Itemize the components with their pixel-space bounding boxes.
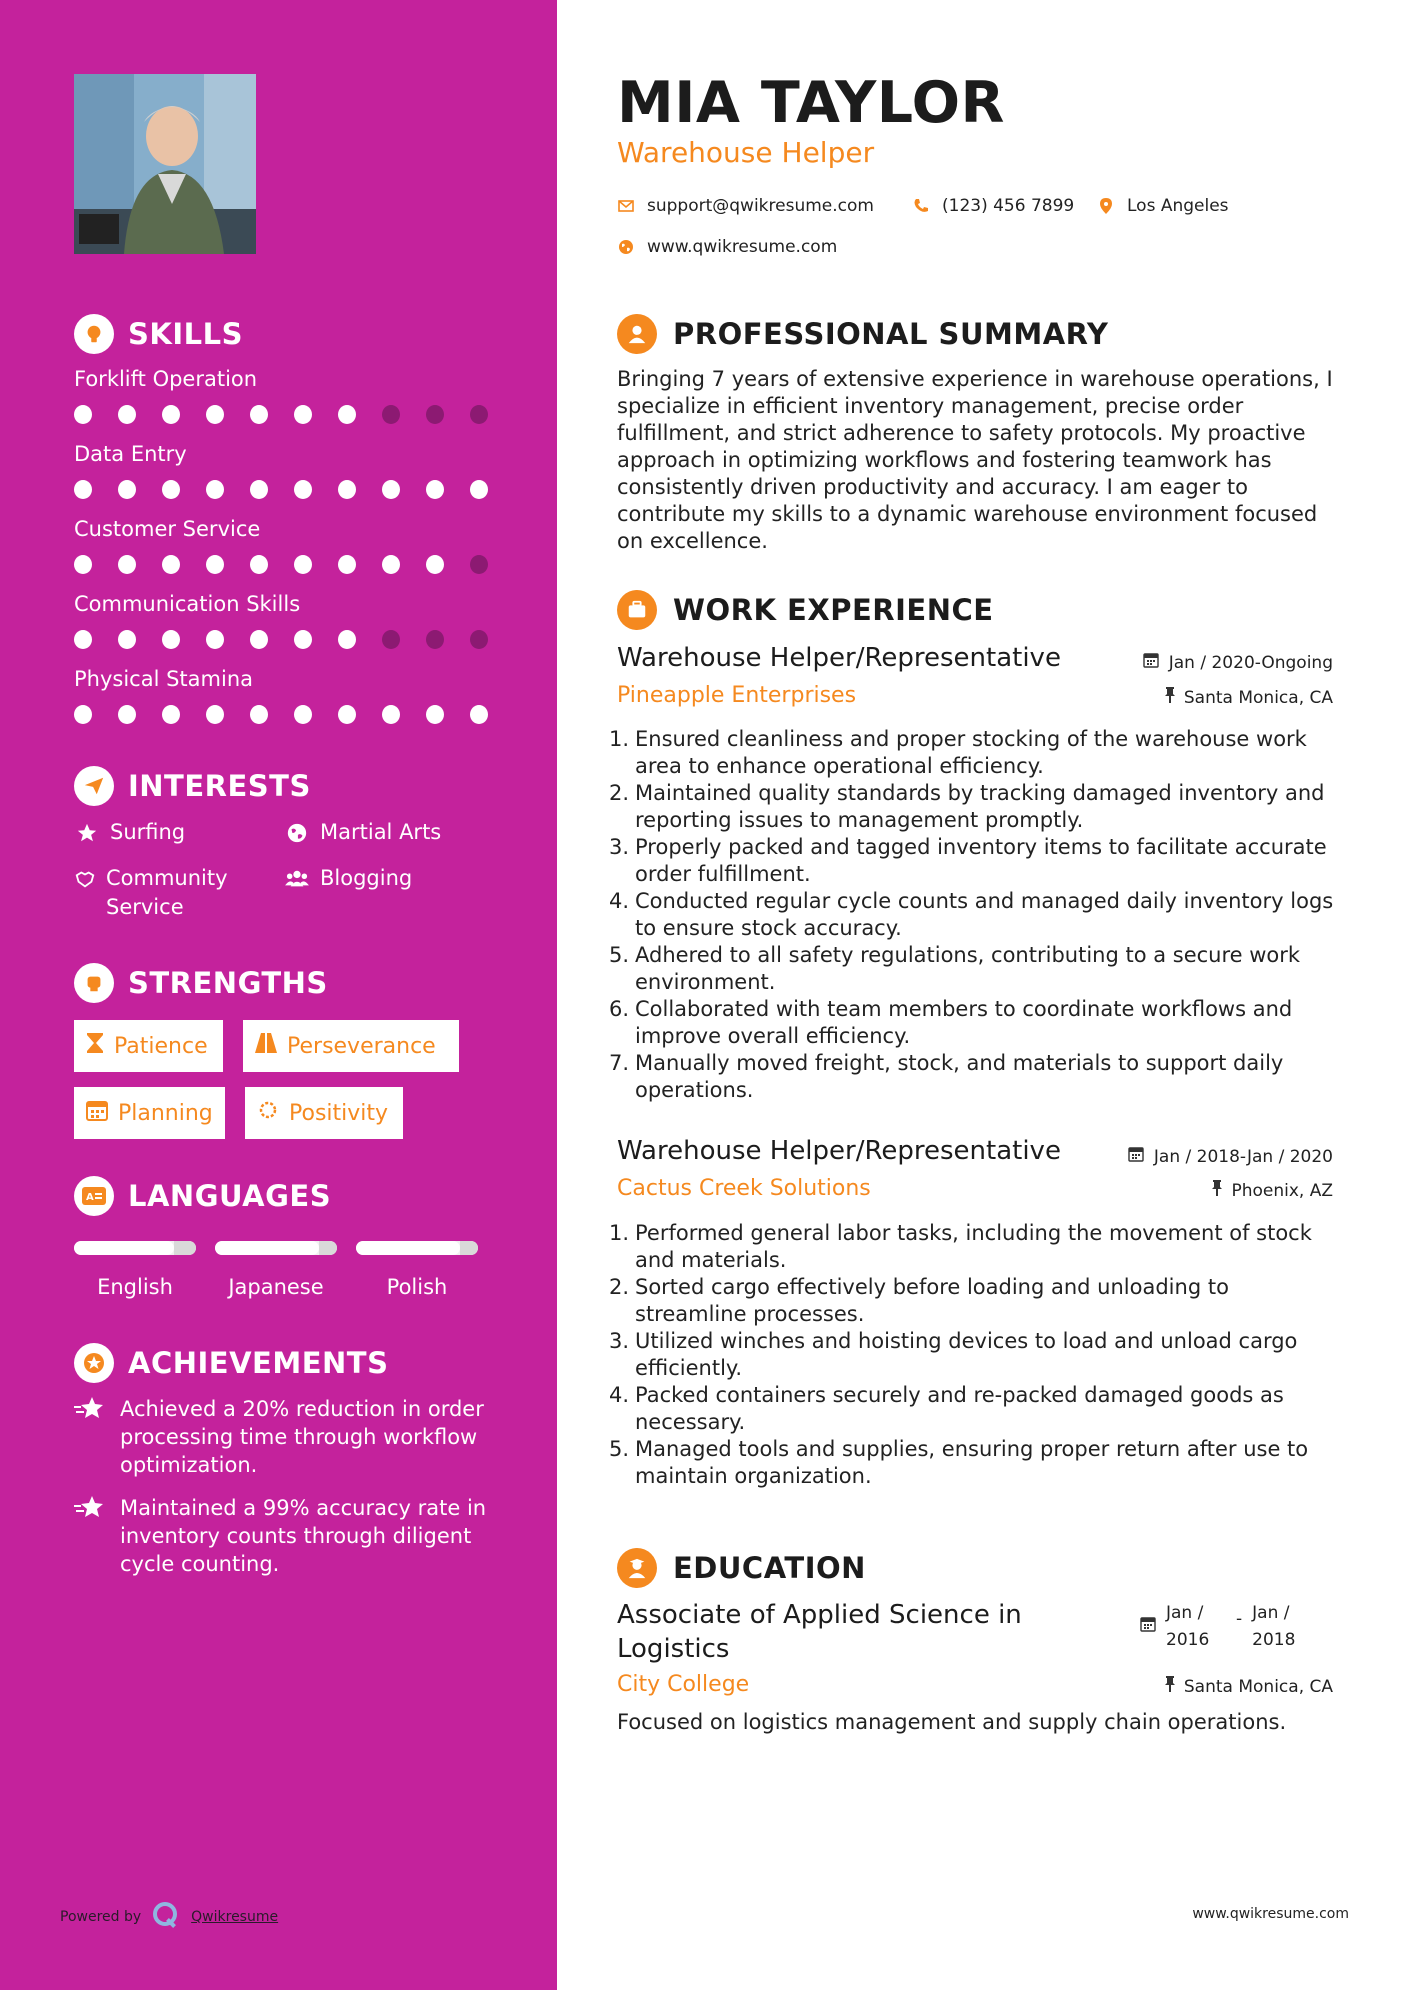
skill-rating bbox=[74, 405, 514, 424]
job-bullet bbox=[609, 942, 1347, 996]
phone-icon bbox=[912, 197, 930, 215]
powered-by bbox=[60, 1900, 278, 1934]
skill-dot bbox=[206, 630, 224, 649]
skill-dot bbox=[426, 555, 444, 574]
pushpin-icon bbox=[1164, 687, 1176, 708]
skill-item bbox=[74, 517, 514, 574]
skill-dot bbox=[162, 480, 180, 499]
experience-title: WORK EXPERIENCE bbox=[673, 593, 994, 627]
email-text: support@qwikresume.com bbox=[647, 196, 874, 216]
degree-line-1: Associate of Applied Science in bbox=[617, 1600, 1022, 1630]
skill-dot bbox=[74, 480, 92, 499]
strength-label: Planning bbox=[118, 1100, 213, 1126]
strength-chip bbox=[243, 1020, 459, 1072]
users-icon bbox=[284, 864, 310, 893]
language-level-bar bbox=[74, 1241, 196, 1255]
bullet-number: 4. bbox=[609, 1383, 630, 1407]
date-end-year: 2018 bbox=[1252, 1630, 1296, 1650]
job-date-text: Jan / 2018-Jan / 2020 bbox=[1153, 1146, 1333, 1167]
star-icon bbox=[74, 818, 100, 847]
qwikresume-link[interactable]: Qwikresume bbox=[191, 1909, 279, 1925]
strength-chip bbox=[74, 1020, 223, 1072]
interest-item bbox=[74, 864, 274, 922]
skill-dot bbox=[382, 555, 400, 574]
bullet-number: 5. bbox=[609, 943, 630, 967]
job-bullet bbox=[609, 1328, 1347, 1382]
bullet-number: 2. bbox=[609, 1275, 630, 1299]
bullet-text: Maintained quality standards by tracking damaged inventory and reporting issues to management promptly. bbox=[635, 781, 1325, 832]
globe-icon bbox=[617, 238, 635, 256]
skill-dot bbox=[250, 555, 268, 574]
skill-dot bbox=[74, 555, 92, 574]
strengths-title: STRENGTHS bbox=[128, 966, 328, 1000]
skill-dot bbox=[338, 555, 356, 574]
contact-phone bbox=[912, 196, 1074, 216]
skill-dot bbox=[118, 555, 136, 574]
calendar-icon bbox=[86, 1099, 108, 1127]
skill-name: Physical Stamina bbox=[74, 667, 254, 691]
date-end-month: Jan / bbox=[1252, 1603, 1290, 1623]
sun-icon bbox=[257, 1099, 279, 1127]
website-text[interactable]: www.qwikresume.com bbox=[647, 237, 838, 257]
shooting-star-icon bbox=[74, 1395, 106, 1427]
job-title: Warehouse Helper/Representative bbox=[617, 1136, 1061, 1166]
date-separator: - bbox=[1236, 1609, 1243, 1629]
phone-text: (123) 456 7899 bbox=[942, 196, 1075, 216]
job-bullets bbox=[609, 726, 1347, 1104]
language-level-rest bbox=[319, 1241, 337, 1255]
skill-rating bbox=[74, 630, 514, 649]
school-location bbox=[1164, 1676, 1333, 1697]
job-location bbox=[1211, 1180, 1333, 1201]
briefcase-icon bbox=[617, 590, 657, 630]
skill-dot bbox=[294, 705, 312, 724]
qwikresume-logo-icon bbox=[151, 1900, 181, 1934]
user-icon bbox=[617, 314, 657, 354]
skill-dot bbox=[382, 630, 400, 649]
interests-title: INTERESTS bbox=[128, 769, 311, 803]
bullet-number: 3. bbox=[609, 1329, 630, 1353]
globe-icon bbox=[284, 818, 310, 847]
achievement-item bbox=[74, 1395, 514, 1479]
skill-dot bbox=[426, 405, 444, 424]
interest-item bbox=[284, 818, 441, 847]
skill-dot bbox=[382, 480, 400, 499]
summary-title: PROFESSIONAL SUMMARY bbox=[673, 317, 1109, 351]
strengths-header bbox=[74, 963, 328, 1003]
location-text: Los Angeles bbox=[1127, 196, 1229, 216]
skill-dot bbox=[426, 480, 444, 499]
skill-dot bbox=[118, 480, 136, 499]
job-bullet bbox=[609, 834, 1347, 888]
skill-dot bbox=[338, 630, 356, 649]
strength-chip bbox=[245, 1087, 403, 1139]
bullet-number: 7. bbox=[609, 1051, 630, 1075]
skill-dot bbox=[294, 480, 312, 499]
job-date-text: Jan / 2020-Ongoing bbox=[1168, 652, 1333, 673]
job-bullet bbox=[609, 780, 1347, 834]
skill-dot bbox=[338, 705, 356, 724]
job-company: Cactus Creek Solutions bbox=[617, 1176, 871, 1201]
education-date-start bbox=[1166, 1600, 1226, 1654]
summary-header bbox=[617, 314, 1108, 354]
date-start-month: Jan / bbox=[1166, 1603, 1204, 1623]
skill-dot bbox=[250, 480, 268, 499]
skill-dot bbox=[162, 705, 180, 724]
skill-dot bbox=[250, 705, 268, 724]
interest-label: Blogging bbox=[320, 866, 413, 890]
fist-icon bbox=[74, 963, 114, 1003]
skill-rating bbox=[74, 480, 514, 499]
job-bullet bbox=[609, 1436, 1347, 1490]
footer-url[interactable]: www.qwikresume.com bbox=[1192, 1906, 1349, 1922]
job-date bbox=[1143, 652, 1333, 673]
bullet-text: Packed containers securely and re-packed damaged goods as necessary. bbox=[635, 1383, 1284, 1434]
skill-dot bbox=[382, 405, 400, 424]
envelope-icon bbox=[617, 197, 635, 215]
skill-dot bbox=[294, 405, 312, 424]
date-start-year: 2016 bbox=[1166, 1630, 1210, 1650]
hourglass-icon bbox=[86, 1032, 104, 1060]
bullet-text: Adhered to all safety regulations, contributing to a secure work environment. bbox=[635, 943, 1301, 994]
calendar-icon bbox=[1140, 1614, 1156, 1641]
school-name: City College bbox=[617, 1672, 750, 1697]
skills-header bbox=[74, 314, 243, 354]
strength-label: Patience bbox=[114, 1033, 208, 1059]
skill-dot bbox=[162, 405, 180, 424]
calendar-icon bbox=[1128, 1146, 1144, 1167]
skill-dot bbox=[206, 405, 224, 424]
skill-dot bbox=[338, 405, 356, 424]
bullet-text: Collaborated with team members to coordinate workflows and improve overall efficiency. bbox=[635, 997, 1293, 1048]
skill-dot bbox=[470, 405, 488, 424]
bullet-text: Sorted cargo effectively before loading and unloading to streamline processes. bbox=[635, 1275, 1229, 1326]
language-name: English bbox=[97, 1275, 173, 1299]
skill-dot bbox=[206, 705, 224, 724]
skill-name: Data Entry bbox=[74, 442, 187, 466]
strength-label: Positivity bbox=[289, 1100, 389, 1126]
education-date bbox=[1140, 1600, 1312, 1654]
strength-chip bbox=[74, 1087, 225, 1139]
job-bullet bbox=[609, 1274, 1347, 1328]
skill-rating bbox=[74, 555, 514, 574]
bullet-number: 3. bbox=[609, 835, 630, 859]
pushpin-icon bbox=[1211, 1180, 1223, 1201]
job-company: Pineapple Enterprises bbox=[617, 683, 857, 708]
education-date-end bbox=[1252, 1600, 1312, 1654]
interests-header bbox=[74, 766, 311, 806]
powered-by-label: Powered by bbox=[60, 1909, 142, 1925]
job-bullet bbox=[609, 1382, 1347, 1436]
language-level-bar bbox=[356, 1241, 478, 1255]
language-item bbox=[356, 1241, 478, 1299]
job-bullet bbox=[609, 888, 1347, 942]
job-bullet bbox=[609, 996, 1347, 1050]
handshake-icon bbox=[74, 864, 96, 893]
bullet-text: Manually moved freight, stock, and materials to support daily operations. bbox=[635, 1051, 1284, 1102]
medal-star-icon bbox=[74, 1343, 114, 1383]
language-name: Polish bbox=[386, 1275, 448, 1299]
bullet-number: 2. bbox=[609, 781, 630, 805]
skill-dot bbox=[426, 630, 444, 649]
skill-item bbox=[74, 442, 514, 499]
skill-dot bbox=[470, 630, 488, 649]
skill-item bbox=[74, 592, 514, 649]
skill-dot bbox=[118, 405, 136, 424]
job-bullet bbox=[609, 726, 1347, 780]
experience-header bbox=[617, 590, 994, 630]
svg-text:A: A bbox=[86, 1192, 94, 1203]
language-level-rest bbox=[460, 1241, 478, 1255]
skill-dot bbox=[206, 555, 224, 574]
skill-dot bbox=[294, 630, 312, 649]
education-title: EDUCATION bbox=[673, 1551, 866, 1585]
skill-dot bbox=[426, 705, 444, 724]
bullet-text: Utilized winches and hoisting devices to load and unload cargo efficiently. bbox=[635, 1329, 1298, 1380]
skill-name: Communication Skills bbox=[74, 592, 301, 616]
skill-item bbox=[74, 367, 514, 424]
bullet-number: 4. bbox=[609, 889, 630, 913]
job-location-text: Phoenix, AZ bbox=[1231, 1180, 1333, 1201]
sidebar bbox=[0, 0, 557, 1990]
job-bullets bbox=[609, 1220, 1347, 1490]
skill-dot bbox=[470, 555, 488, 574]
skill-dot bbox=[470, 705, 488, 724]
job-bullet bbox=[609, 1050, 1347, 1104]
job-date bbox=[1128, 1146, 1333, 1167]
skill-name: Customer Service bbox=[74, 517, 261, 541]
job-bullet bbox=[609, 1220, 1347, 1274]
skill-dot bbox=[206, 480, 224, 499]
bullet-number: 1. bbox=[609, 1221, 630, 1245]
interest-item bbox=[284, 864, 412, 893]
language-level-rest bbox=[174, 1241, 196, 1255]
interest-label: Surfing bbox=[110, 820, 186, 844]
language-item bbox=[215, 1241, 337, 1299]
strength-label: Perseverance bbox=[287, 1033, 436, 1059]
pushpin-icon bbox=[1164, 1676, 1176, 1697]
skill-dot bbox=[118, 630, 136, 649]
skill-dot bbox=[74, 630, 92, 649]
bullet-text: Ensured cleanliness and proper stocking of the warehouse work area to enhance operational efficiency. bbox=[635, 727, 1307, 778]
achievements-title: ACHIEVEMENTS bbox=[128, 1346, 389, 1380]
contact-website bbox=[617, 237, 837, 257]
language-icon bbox=[74, 1176, 114, 1216]
lightbulb-icon bbox=[74, 314, 114, 354]
language-item bbox=[74, 1241, 196, 1299]
skill-rating bbox=[74, 705, 514, 724]
profile-photo bbox=[74, 74, 256, 254]
skill-dot bbox=[162, 555, 180, 574]
skill-name: Forklift Operation bbox=[74, 367, 258, 391]
skill-dot bbox=[338, 480, 356, 499]
skill-dot bbox=[294, 555, 312, 574]
skill-dot bbox=[74, 405, 92, 424]
contact-email bbox=[617, 196, 874, 216]
candidate-name: MIA TAYLOR bbox=[617, 70, 1005, 136]
bullet-number: 6. bbox=[609, 997, 630, 1021]
job-location-text: Santa Monica, CA bbox=[1183, 687, 1333, 708]
language-level-fill bbox=[74, 1241, 174, 1255]
school-location-text: Santa Monica, CA bbox=[1183, 1676, 1333, 1697]
language-level-fill bbox=[215, 1241, 319, 1255]
skill-dot bbox=[250, 405, 268, 424]
language-name: Japanese bbox=[228, 1275, 324, 1299]
skill-dot bbox=[382, 705, 400, 724]
languages-title: LANGUAGES bbox=[128, 1179, 332, 1213]
interest-label: Martial Arts bbox=[320, 820, 442, 844]
skill-dot bbox=[74, 705, 92, 724]
education-text: Focused on logistics management and supply chain operations. bbox=[617, 1710, 1287, 1734]
bullet-text: Managed tools and supplies, ensuring proper return after use to maintain organization. bbox=[635, 1437, 1309, 1488]
bullet-text: Properly packed and tagged inventory items to facilitate accurate order fulfillment. bbox=[635, 835, 1327, 886]
degree-line-2: Logistics bbox=[617, 1634, 730, 1664]
interest-item bbox=[74, 818, 185, 847]
achievement-text: Achieved a 20% reduction in order processing time through workflow optimization. bbox=[120, 1397, 484, 1477]
candidate-role: Warehouse Helper bbox=[617, 136, 875, 169]
skills-title: SKILLS bbox=[128, 317, 243, 351]
job-title: Warehouse Helper/Representative bbox=[617, 643, 1061, 673]
calendar-icon bbox=[1143, 652, 1159, 673]
skill-dot bbox=[162, 630, 180, 649]
language-level-bar bbox=[215, 1241, 337, 1255]
bullet-number: 1. bbox=[609, 727, 630, 751]
job-location bbox=[1164, 687, 1333, 708]
bullet-text: Performed general labor tasks, including the movement of stock and materials. bbox=[635, 1221, 1312, 1272]
road-icon bbox=[255, 1033, 277, 1059]
achievements-header bbox=[74, 1343, 388, 1383]
bullet-text: Conducted regular cycle counts and managed daily inventory logs to ensure stock accuracy. bbox=[635, 889, 1334, 940]
skill-dot bbox=[470, 480, 488, 499]
interest-label: Community Service bbox=[106, 866, 228, 919]
contact-location bbox=[1097, 196, 1229, 216]
map-pin-icon bbox=[1097, 197, 1115, 215]
degree-title bbox=[617, 1598, 1022, 1666]
shooting-star-icon bbox=[74, 1494, 106, 1526]
bullet-number: 5. bbox=[609, 1437, 630, 1461]
skill-dot bbox=[118, 705, 136, 724]
language-level-fill bbox=[356, 1241, 460, 1255]
summary-text: Bringing 7 years of extensive experience in warehouse operations, I specialize in efficient inventory management, precise order fulfillment, and strict adherence to safety protocols. My proactive approach in optimizing workflows and fostering teamwork has consistently driven productivity and accuracy. I am eager to contribute my skills to a dynamic warehouse environment focused on excellence. bbox=[617, 367, 1333, 553]
skill-item bbox=[74, 667, 514, 724]
graduate-icon bbox=[617, 1548, 657, 1588]
skill-dot bbox=[250, 630, 268, 649]
paper-plane-icon bbox=[74, 766, 114, 806]
languages-header bbox=[74, 1176, 331, 1216]
education-header bbox=[617, 1548, 866, 1588]
achievement-item bbox=[74, 1494, 514, 1578]
achievement-text: Maintained a 99% accuracy rate in inventory counts through diligent cycle counting. bbox=[120, 1496, 487, 1576]
